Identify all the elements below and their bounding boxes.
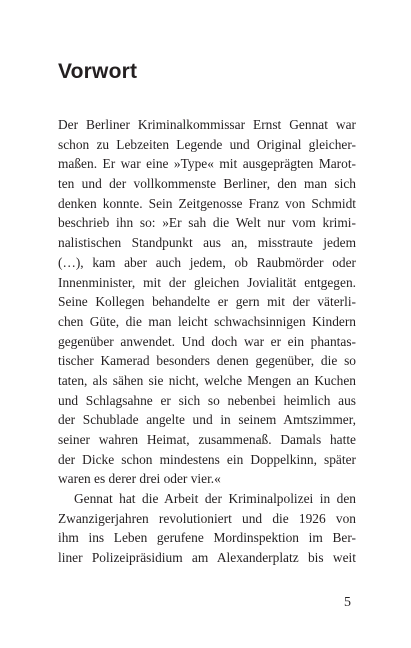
text-line: Gennat hat die Arbeit der Kriminalpolizei in den [74,491,356,507]
text-line: gegenüber anwendet. Und doch war er ein phantas- [58,333,356,349]
text-line: der Dicke schon mindestens ein Doppelkinn, später [58,451,356,467]
text-line: seiner wahren Heimat, zusammenaß. Damals hatte [58,432,356,447]
text-line: beschrieb ihn so: »Er sah die Welt nur vom krimi- [58,215,356,231]
text-line: maßen. Er war eine »Type« mit ausgeprägten Marot- [58,156,356,172]
paragraph-2 [58,489,356,568]
text-line: ihm ins Leben gerufene Mordinspektion im Ber- [58,530,356,546]
text-line: Innenminister, mit der gleichen Jovialität entgegen. [58,274,356,290]
paragraph-1 [58,115,356,489]
text-line: der Schublade angelte und in seinem Amtszimmer, [58,412,356,428]
text-line: waren es derer drei oder vier.« [58,471,221,487]
text-line: Seine Kollegen behandelte er gern mit der väterli- [58,294,356,310]
text-line: ten und der vollkommenste Berliner, den man sich [58,176,356,192]
body-text [58,115,356,568]
text-line: tischer Kamerad besonders denen gegenüber, die so [58,353,356,369]
text-line: (…), kam aber auch jedem, ob Raubmörder oder [58,254,356,270]
chapter-heading: Vorwort [58,60,138,83]
text-line: chen Güte, die man leicht schwachsinnigen Kindern [58,313,356,329]
text-line: und Schlagsahne er sich so nebenbei heimlich aus [58,392,356,408]
page-number: 5 [344,595,351,610]
text-line: denken konnte. Sein Zeitgenosse Franz von Schmidt [58,195,356,211]
text-line: taten, als sähen sie nicht, welche Mengen an Kuchen [58,372,356,388]
text-line: Zwanzigerjahren revolutioniert und die 1926 von [58,510,356,526]
text-line: liner Polizeipräsidium am Alexanderplatz bis weit [58,550,356,566]
text-line: nalistischen Standpunkt aus an, misstraute jedem [58,235,356,251]
text-line: Der Berliner Kriminalkommissar Ernst Gennat war [58,117,356,132]
text-line: schon zu Lebzeiten Legende und Original gleicher- [58,136,356,152]
